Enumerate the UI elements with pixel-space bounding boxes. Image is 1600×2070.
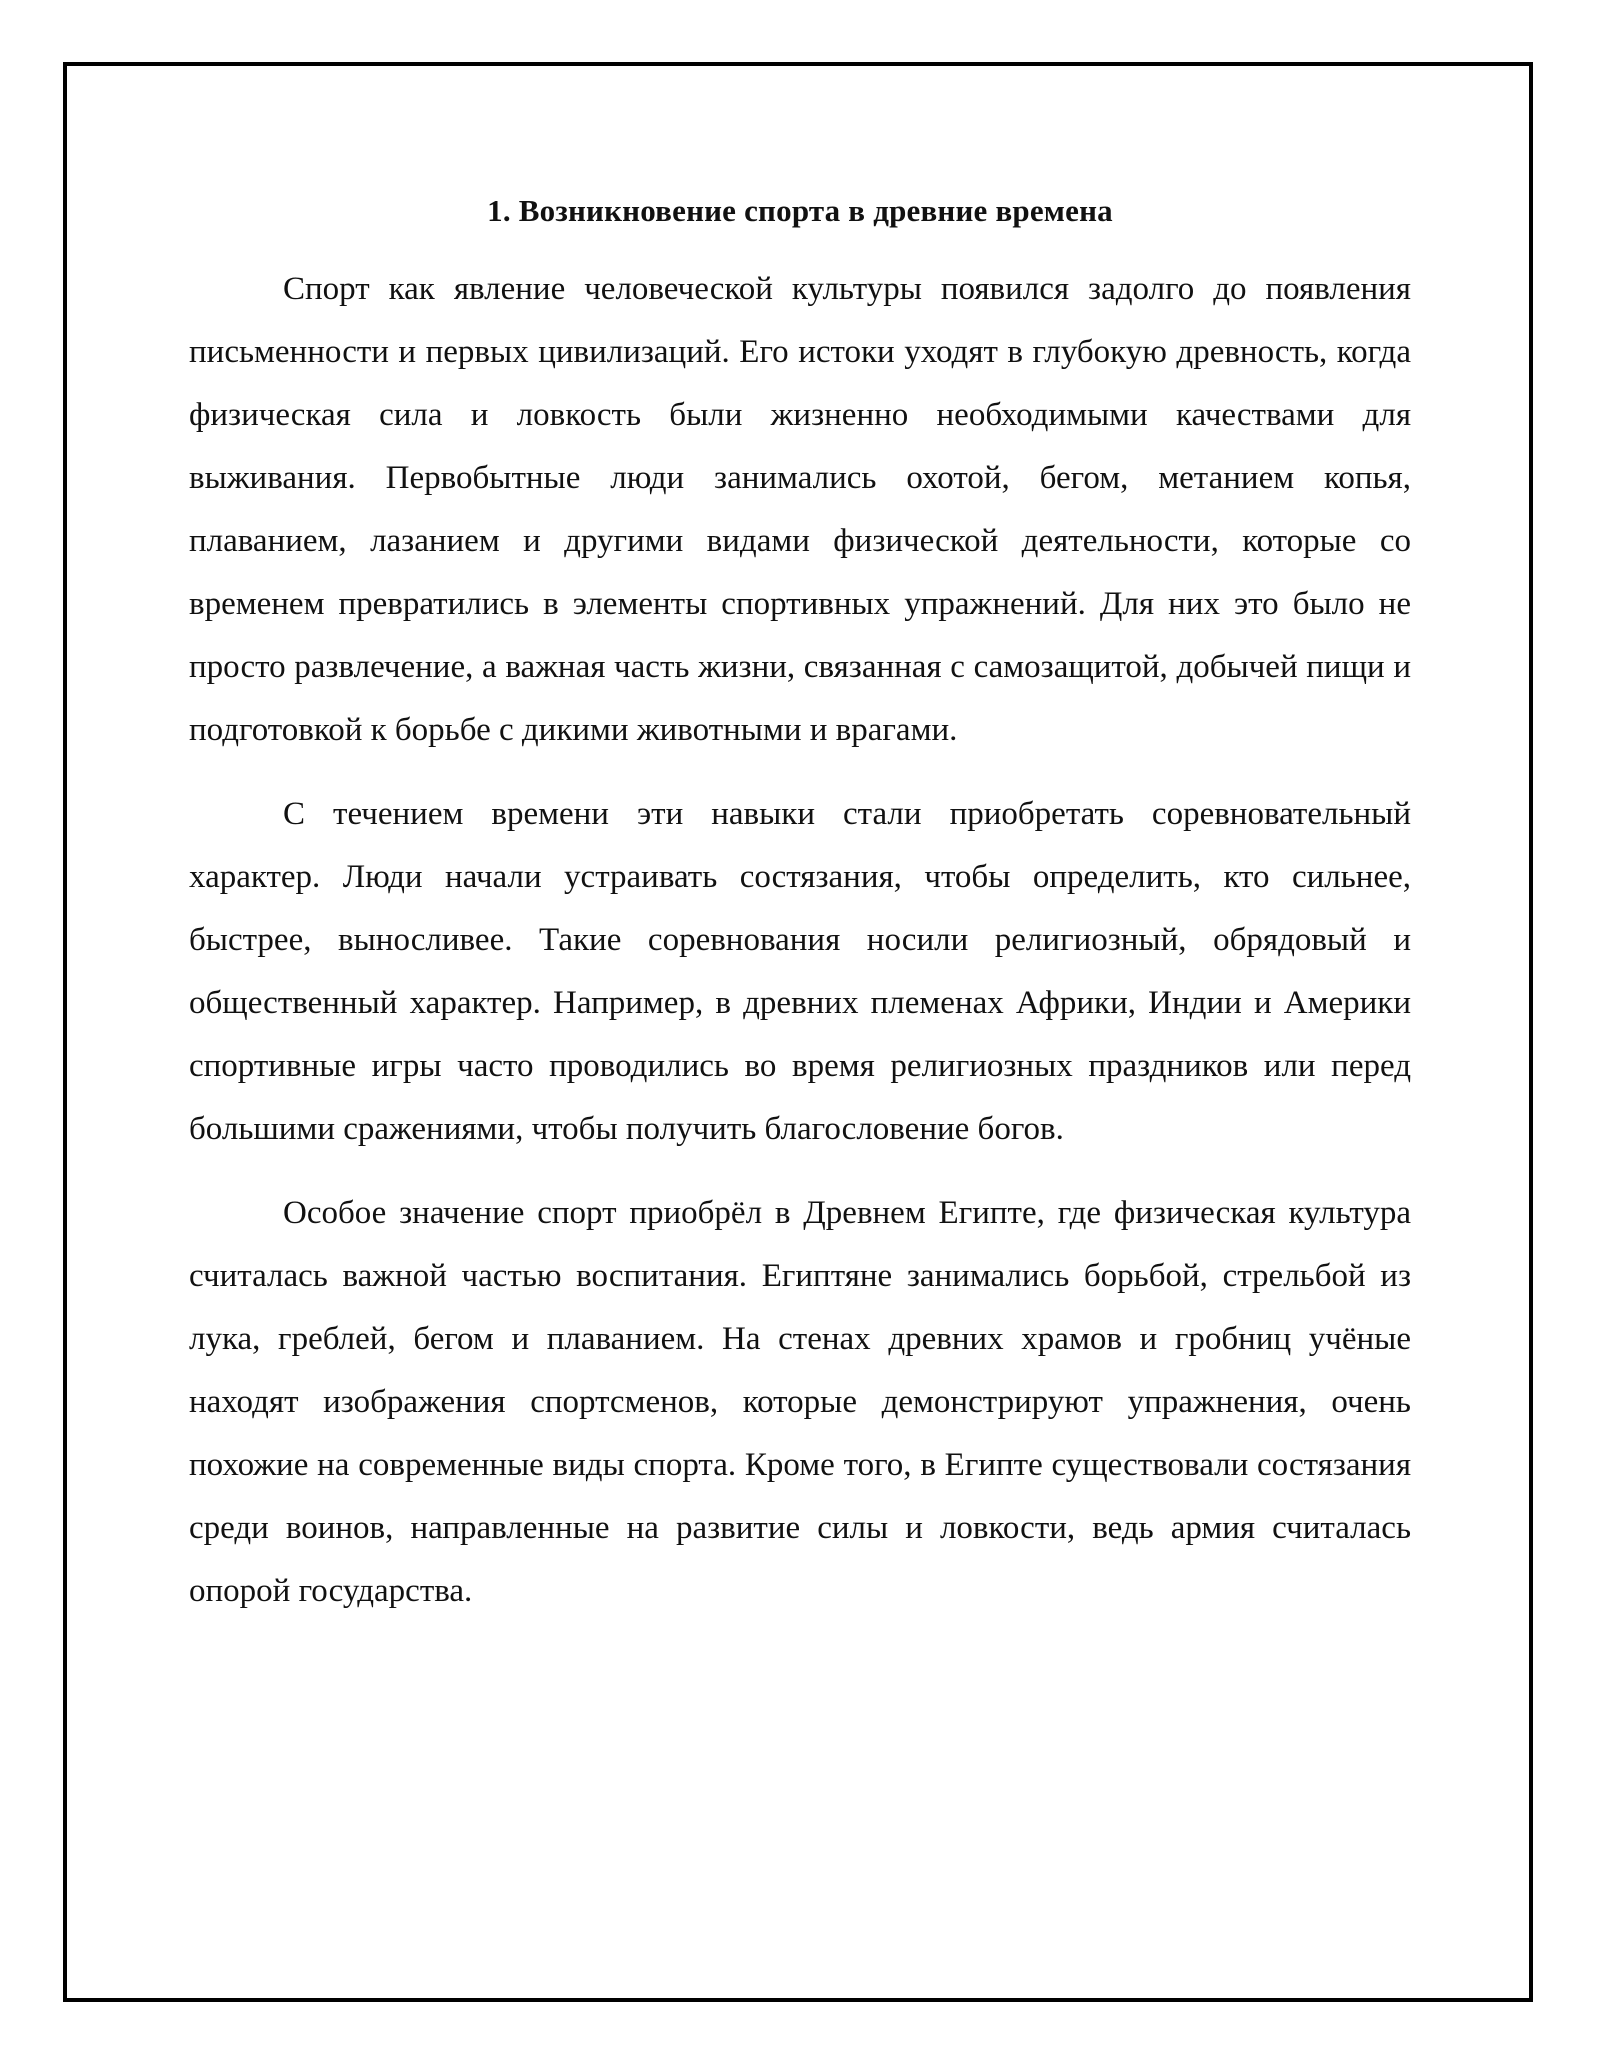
document-body — [189, 186, 1411, 1623]
paragraph-1: Спорт как явление человеческой культуры появился задолго до появления письменности и первых цивилизаций. Его истоки уходят в глубокую древность, когда физическая сила и ловкость были жизненно необходимыми качествами для выживания. Первобытные люди занимались охотой, бегом, метанием копья, плаванием, лазанием и другими видами физической деятельности, которые со временем превратились в элементы спортивных упражнений. Для них это было не просто развлечение, а важная часть жизни, связанная с самозащитой, добычей пищи и подготовкой к борьбе с дикими животными и врагами. — [189, 271, 1411, 748]
paragraph-3: Особое значение спорт приобрёл в Древнем Египте, где физическая культура считалась важной частью воспитания. Египтяне занимались борьбой, стрельбой из лука, греблей, бегом и плаванием. На стенах древних храмов и гробниц учёные находят изображения спортсменов, которые демонстрируют упражнения, очень похожие на современные виды спорта. Кроме того, в Египте существовали состязания среди воинов, направленные на развитие силы и ловкости, ведь армия считалась опорой государства. — [189, 1195, 1411, 1609]
section-title: 1. Возникновение спорта в древние времена — [487, 193, 1113, 228]
paragraph-2: С течением времени эти навыки стали приобретать соревновательный характер. Люди начали устраивать состязания, чтобы определить, кто сильнее, быстрее, выносливее. Такие соревнования носили религиозный, обрядовый и общественный характер. Например, в древних племенах Африки, Индии и Америки спортивные игры часто проводились во время религиозных праздников или перед большими сражениями, чтобы получить благословение богов. — [189, 796, 1411, 1147]
